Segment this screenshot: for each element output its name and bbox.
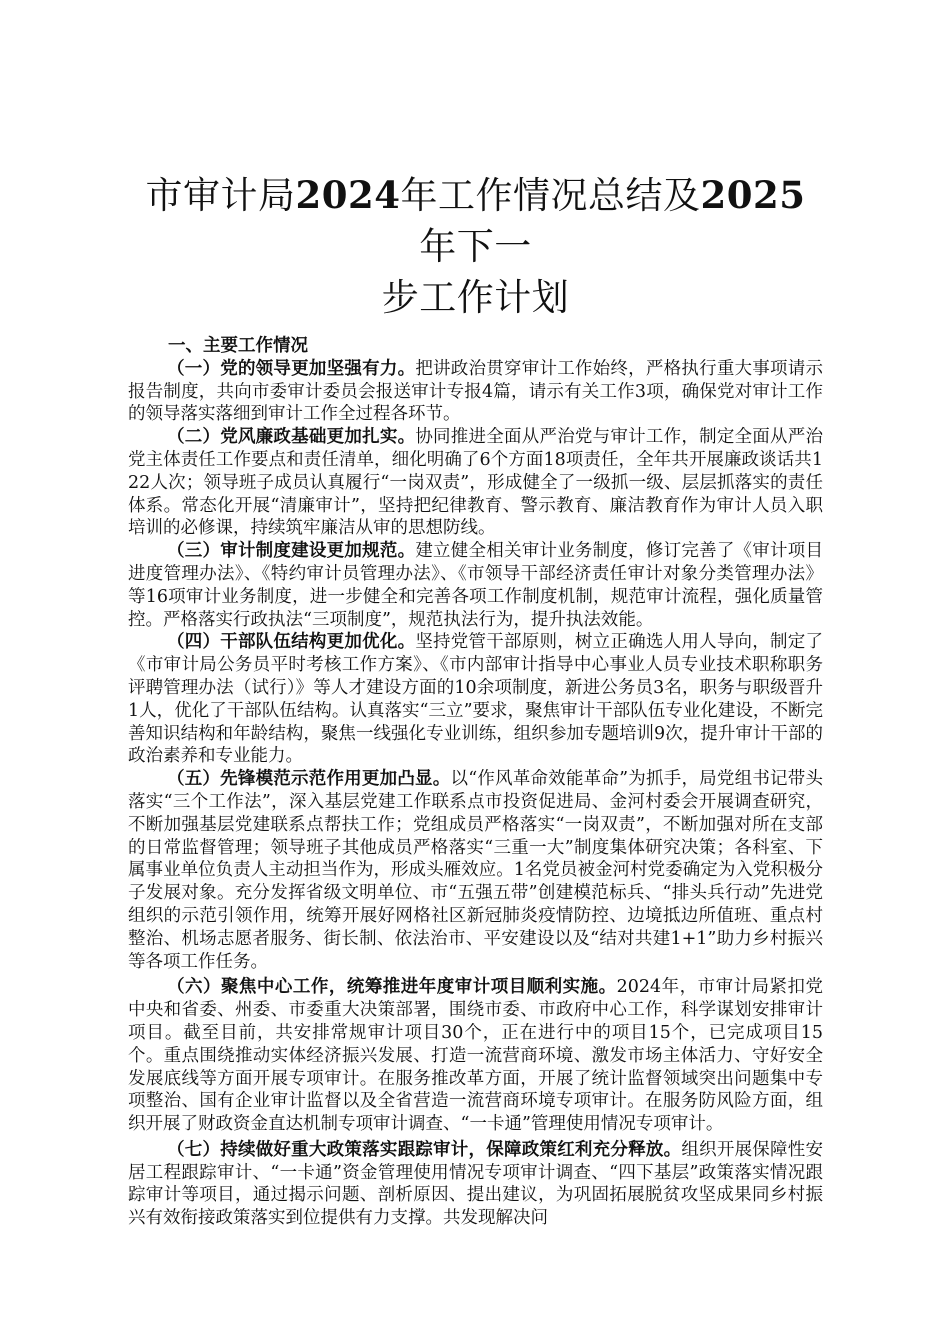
paragraph-5 [128, 768, 823, 973]
paragraph-lead: （二）党风廉政基础更加扎实。 [167, 427, 416, 448]
paragraph-lead: （五）先锋模范示范作用更加凸显。 [167, 769, 451, 790]
section-heading-main-work: 一、主要工作情况 [168, 336, 308, 356]
paragraph-6 [128, 976, 823, 1136]
paragraph-body: 坚持党管干部原则，树立正确选人用人导向，制定了《市审计局公务员平时考核工作方案》、《市内部审计指导中心事业人员专业技术职称职务评聘管理办法（试行）》等人才建设方面的10余项制度，新进公务员3名，职务与职级晋升1人，优化了干部队伍结构。认真落实“三立”要求，聚焦审计干部队伍专业化建设，不断完善知识结构和年龄结构，聚焦一线强化专业训练，组织参加专题培训9次，提升审计干部的政治素养和专业能力。 [128, 632, 824, 767]
title-line-2: 步工作计划 [381, 276, 570, 319]
paragraph-7 [128, 1139, 823, 1230]
paragraph-body: 2024年，市审计局紧扣党中央和省委、州委、市委重大决策部署，围绕市委、市政府中心工作，科学谋划安排审计项目。截至目前，共安排常规审计项目30个，正在进行中的项目15个，已完成项目15个。重点围绕推动实体经济振兴发展、打造一流营商环境、激发市场主体活力、守好安全发展底线等方面开展专项审计。在服务推改革方面，开展了统计监督领域突出问题集中专项整治、国有企业审计监督以及全省营造一流营商环境专项审计。在服务防风险方面，组织开展了财政资金直达机制专项审计调查、“一卡通”管理使用情况专项审计。 [128, 977, 824, 1135]
paragraph-2 [128, 426, 823, 540]
paragraph-lead: （六）聚焦中心工作，统筹推进年度审计项目顺利实施。 [167, 977, 617, 998]
document-title [128, 170, 823, 323]
paragraph-lead: （一）党的领导更加坚强有力。 [167, 358, 416, 379]
paragraph-1 [128, 358, 823, 426]
title-line-1: 市审计局2024年工作情况总结及2025年下一 [145, 173, 806, 268]
paragraph-4 [128, 631, 823, 768]
paragraph-lead: （三）审计制度建设更加规范。 [167, 541, 416, 562]
paragraph-lead: （四）干部队伍结构更加优化。 [167, 632, 416, 653]
paragraph-body: 把讲政治贯穿审计工作始终，严格执行重大事项请示报告制度，共向市委审计委员会报送审计专报4篇，请示有关工作3项，确保党对审计工作的领导落实落细到审计工作全过程各环节。 [128, 358, 824, 425]
paragraph-body: 协同推进全面从严治党与审计工作，制定全面从严治党主体责任工作要点和责任清单，细化明确了6个方面18项责任，全年共开展廉政谈话共122人次；领导班子成员认真履行“一岗双责”，形成健全了一级抓一级、层层抓落实的责任体系。常态化开展“清廉审计”，坚持把纪律教育、警示教育、廉洁教育作为审计人员入职培训的必修课，持续筑牢廉洁从审的思想防线。 [128, 427, 824, 539]
paragraph-3 [128, 540, 823, 631]
paragraph-body: 组织开展保障性安居工程跟踪审计、“一卡通”资金管理使用情况专项审计调查、“四下基层”政策落实情况跟踪审计等项目，通过揭示问题、剖析原因、提出建议，为巩固拓展脱贫攻坚成果同乡村振兴有效衔接政策落实到位提供有力支撑。共发现解决问 [128, 1139, 824, 1229]
paragraph-lead: （七）持续做好重大政策落实跟踪审计，保障政策红利充分释放。 [167, 1139, 682, 1160]
paragraph-body: 以“作风革命效能革命”为抓手，局党组书记带头落实“三个工作法”，深入基层党建工作联系点市投资促进局、金河村委会开展调查研究，不断加强基层党建联系点帮扶工作；党组成员严格落实“一岗双责”，不断加强对所在支部的日常监督管理；领导班子其他成员严格落实“三重一大”制度集体研究决策；各科室、下属事业单位负责人主动担当作为，形成头雁效应。1名党员被金河村党委确定为入党积极分子发展对象。充分发挥省级文明单位、市“五强五带”创建模范标兵、“排头兵行动”先进党组织的示范引领作用，统筹开展好网格社区新冠肺炎疫情防控、边境抵边所值班、重点村整治、机场志愿者服务、街长制、依法治市、平安建设以及“结对共建1+1”助力乡村振兴等各项工作任务。 [128, 769, 823, 972]
paragraph-body: 建立健全相关审计业务制度，修订完善了《审计项目进度管理办法》、《特约审计员管理办法》、《市领导干部经济责任审计对象分类管理办法》等16项审计业务制度，进一步健全和完善各项工作制度机制，规范审计流程，强化质量管控。严格落实行政执法“三项制度”，规范执法行为，提升执法效能。 [128, 541, 824, 630]
